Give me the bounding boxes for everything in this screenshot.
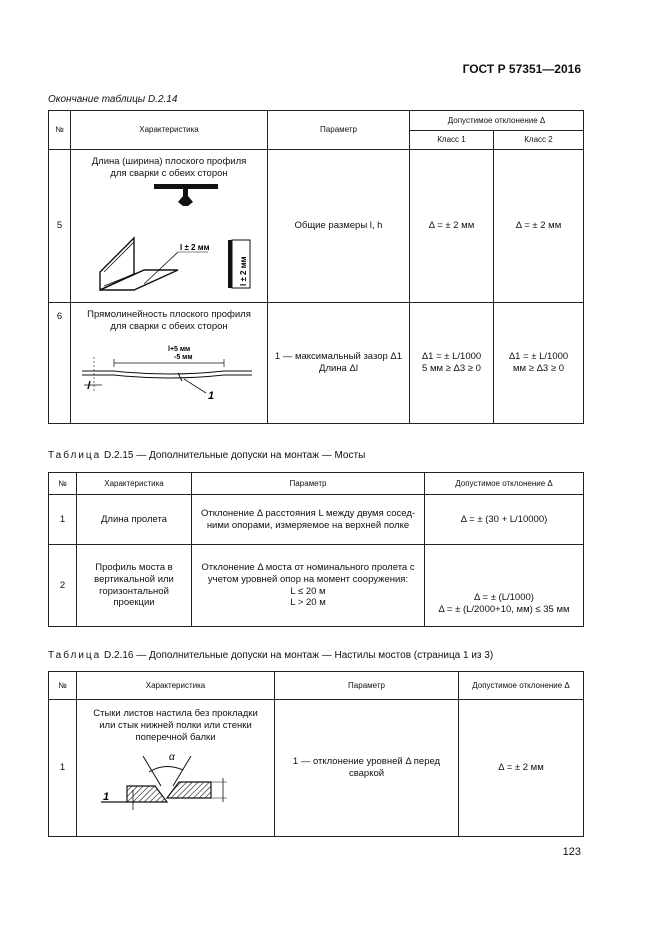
header-class-1: Класс 1 <box>410 131 494 150</box>
row-parameter-line-2: L ≤ 20 м <box>290 585 326 597</box>
table-d215-caption-prefix: Таблица <box>48 450 102 461</box>
row-parameter-line-2: Длина Δl <box>319 363 358 374</box>
row-characteristic: Длина пролета <box>77 495 192 545</box>
flat-profile-size-figure <box>74 182 264 292</box>
table-d216 <box>48 671 584 837</box>
row-parameter-line-3: L > 20 м <box>290 597 326 609</box>
row-characteristic: Профиль моста в вертикальной или горизонтальной проекции <box>77 545 192 627</box>
header-characteristic: Характеристика <box>77 473 192 495</box>
row-num: 1 <box>49 495 77 545</box>
row-deviation: Δ = ± 2 мм <box>459 700 584 837</box>
table-row <box>49 545 584 627</box>
row-deviation-line-2: Δ = ± (L/2000+10, мм) ≤ 35 мм <box>438 604 570 616</box>
header-parameter: Параметр <box>268 111 410 150</box>
header-num: № <box>49 111 71 150</box>
header-characteristic: Характеристика <box>77 672 275 700</box>
figure-label-level-deviation: 1 <box>102 790 109 803</box>
row-class-2-line-1: Δ1 = ± L/1000 <box>508 351 569 363</box>
row-parameter: 1 — отклонение уровней Δ перед сваркой <box>275 700 459 837</box>
row-class-1-line-2: 5 мм ≥ Δ3 ≥ 0 <box>422 363 481 374</box>
figure-label-gap: 1 <box>208 389 215 402</box>
table-d216-caption <box>48 650 493 661</box>
table-d216-caption-prefix: Таблица <box>48 650 102 661</box>
figure-label-tolerance-lower: -5 мм <box>174 353 193 361</box>
butt-joint-figure <box>81 746 271 821</box>
table-d216-caption-text: D.2.16 — Дополнительные допуски на монтаж — Настилы мостов (страница 1 из 3) <box>104 650 494 661</box>
figure-label-length: l ± 2 мм <box>180 242 210 252</box>
figure-label-height: l ± 2 мм <box>239 256 248 286</box>
row-num: 1 <box>49 700 77 837</box>
row-class-1-line-1: Δ1 = ± L/1000 <box>421 351 482 363</box>
row-characteristic: Прямолинейность плоского профиля для сварки с обеих сторон <box>87 309 251 332</box>
table-row <box>49 700 584 837</box>
table-row <box>49 150 584 303</box>
table-d215 <box>48 472 584 627</box>
header-parameter: Параметр <box>275 672 459 700</box>
header-deviation: Допустимое отклонение Δ <box>459 672 584 700</box>
table-d215-caption-text: D.2.15 — Дополнительные допуски на монтаж — Мосты <box>104 450 366 461</box>
row-class-1-value: Δ = ± 2 мм <box>410 150 494 303</box>
row-num: 2 <box>49 545 77 627</box>
header-num: № <box>49 473 77 495</box>
table-d214 <box>48 110 584 424</box>
straightness-figure <box>74 337 264 407</box>
table-d214-caption: Окончание таблицы D.2.14 <box>48 94 178 105</box>
header-deviation: Допустимое отклонение Δ <box>425 473 584 495</box>
row-class-2-line-2: мм ≥ Δ3 ≥ 0 <box>513 363 564 374</box>
row-class-2-value: Δ = ± 2 мм <box>494 150 584 303</box>
row-characteristic: Стыки листов настила без прокладки или стык нижней полки или стенки поперечной балки <box>93 708 258 743</box>
header-characteristic: Характеристика <box>71 111 268 150</box>
header-class-2: Класс 2 <box>494 131 584 150</box>
table-d215-caption <box>48 450 365 461</box>
row-parameter-line-1: Отклонение Δ моста от номинального пролета с учетом уровней опор на момент сооружения: <box>201 561 415 585</box>
header-num: № <box>49 672 77 700</box>
row-parameter: Отклонение Δ расстояния L между двумя сосед-ними опорами, измеряемое на верхней полке <box>192 495 425 545</box>
row-parameter: Общие размеры l, h <box>268 150 410 303</box>
header-deviation: Допустимое отклонение Δ <box>410 111 584 131</box>
table-row <box>49 495 584 545</box>
figure-label-tolerance-upper: l+5 мм <box>168 345 191 353</box>
page-number: 123 <box>562 846 581 858</box>
row-deviation-line-1: Δ = ± (L/1000) <box>474 592 534 604</box>
table-row <box>49 303 584 424</box>
document-standard-number: ГОСТ Р 57351—2016 <box>462 62 581 76</box>
header-parameter: Параметр <box>192 473 425 495</box>
figure-label-alpha: α <box>168 751 175 763</box>
row-num: 5 <box>49 150 71 303</box>
row-parameter-line-1: 1 — максимальный зазор Δ1 <box>274 351 403 363</box>
row-characteristic: Длина (ширина) плоского профиля для сварки с обеих сторон <box>91 156 247 179</box>
row-deviation: Δ = ± (30 + L/10000) <box>425 495 584 545</box>
row-num: 6 <box>49 303 71 424</box>
